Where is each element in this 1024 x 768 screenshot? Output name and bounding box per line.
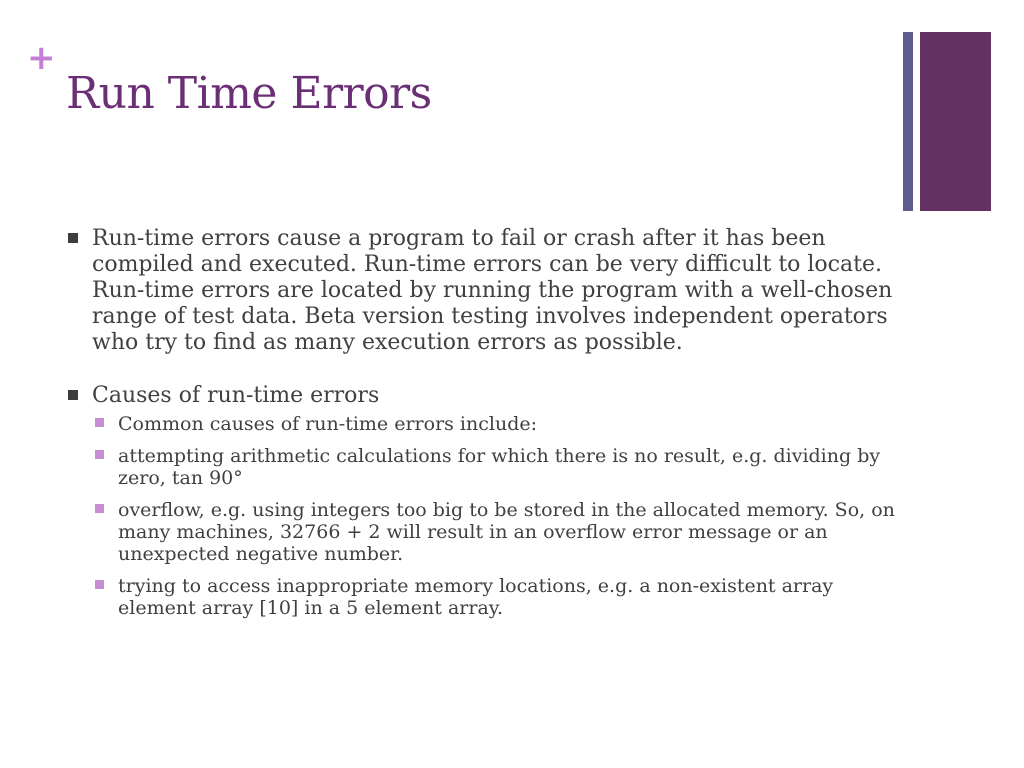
slide-title: Run Time Errors	[66, 68, 432, 119]
bullet-item-runtime-definition	[66, 226, 906, 356]
bullet-item-causes	[66, 383, 906, 409]
accent-bar-thin	[903, 32, 913, 211]
bullet-text: Causes of run-time errors	[92, 383, 380, 408]
sub-bullet-item	[92, 413, 906, 435]
sub-bullet-text: trying to access inappropriate memory locations, e.g. a non-existent array element array [10] in a 5 element array.	[118, 575, 834, 619]
square-sub-bullet-icon	[95, 580, 104, 589]
square-bullet-icon	[68, 390, 78, 400]
square-sub-bullet-icon	[95, 418, 104, 427]
plus-icon: +	[27, 38, 56, 78]
sub-bullet-text: overflow, e.g. using integers too big to be stored in the allocated memory. So, on many machines, 32766 + 2 will result in an overflow error message or an unexpected negative number.	[118, 499, 895, 565]
accent-bar-thick	[920, 32, 991, 211]
square-sub-bullet-icon	[95, 450, 104, 459]
square-sub-bullet-icon	[95, 504, 104, 513]
sub-bullet-item	[92, 499, 906, 565]
bullet-text: Run-time errors cause a program to fail or crash after it has been compiled and executed. Run-time errors can be very difficult to locate. Run-time errors are located by running the program with a well-chosen range of test data. Beta version testing involves independent operators who try to find as many execution errors as possible.	[92, 226, 893, 355]
slide-body	[66, 226, 906, 629]
sub-bullet-item	[92, 445, 906, 489]
sub-bullet-text: Common causes of run-time errors include:	[118, 413, 538, 435]
sub-bullet-item	[92, 575, 906, 619]
square-bullet-icon	[68, 233, 78, 243]
sub-bullet-text: attempting arithmetic calculations for which there is no result, e.g. dividing by zero, tan 90°	[118, 445, 881, 489]
